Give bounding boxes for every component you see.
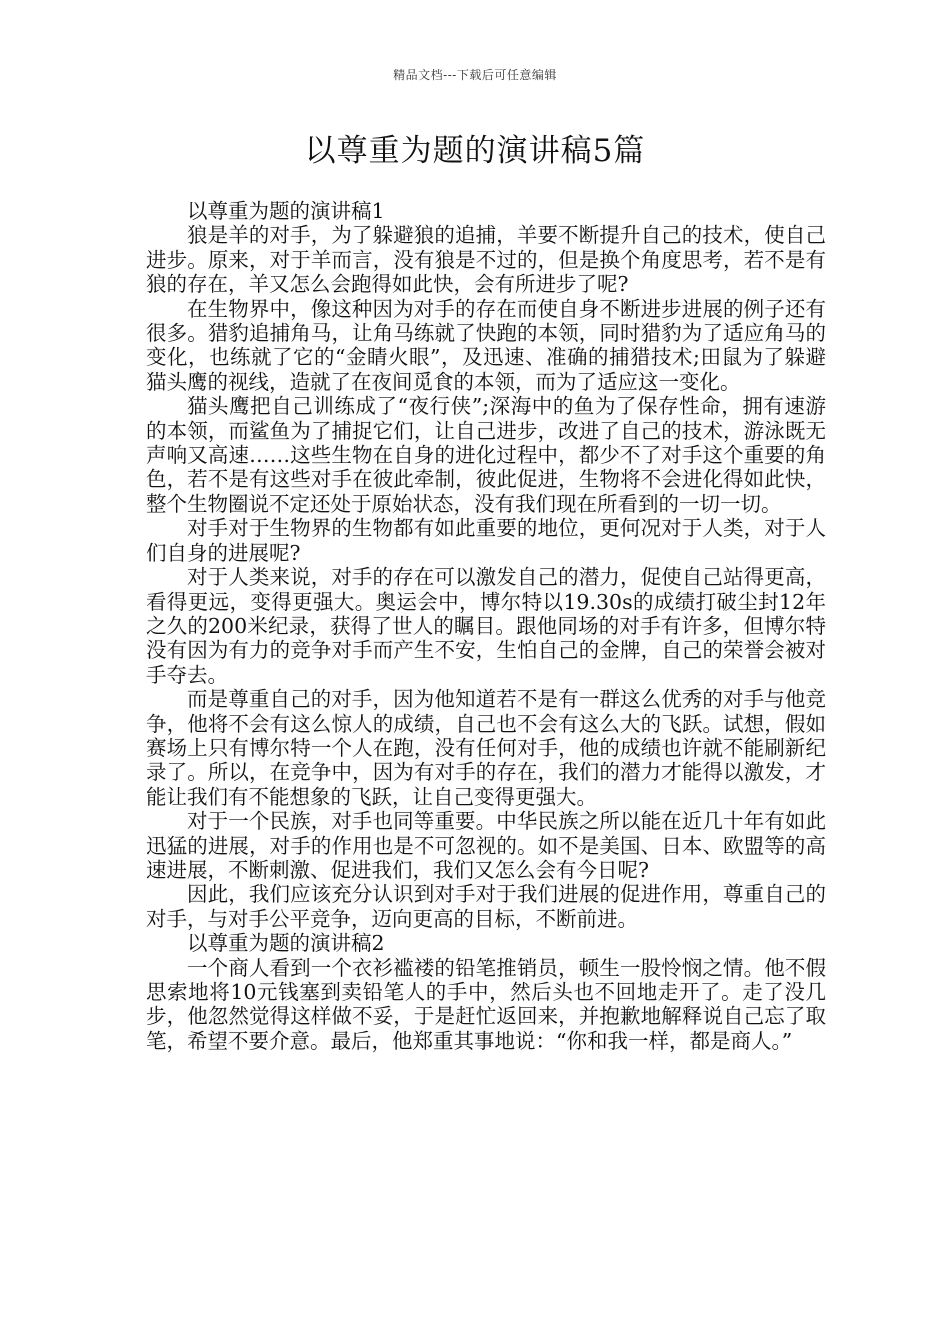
paragraph: 一个商人看到一个衣衫褴褛的铅笔推销员，顿生一股怜悯之情。他不假思索地将10元钱塞到卖铅笔人的手中，然后头也不回地走开了。走了没几步，他忽然觉得这样做不妥，于是赶忙返回来，并抱歉地解释说自己忘了取笔，希望不要介意。最后，他郑重其事地说：“你和我一样，都是商人。” (146, 955, 826, 1053)
paragraph: 对于一个民族，对手也同等重要。中华民族之所以能在近几十年有如此迅猛的进展，对手的作用也是不可忽视的。如不是美国、日本、欧盟等的高速进展，不断刺激、促进我们，我们又怎么会有今日呢? (146, 809, 826, 882)
page-header-watermark: 精品文档---下载后可任意编辑 (393, 68, 557, 82)
paragraph: 因此，我们应该充分认识到对手对于我们进展的促进作用，尊重自己的对手，与对手公平竞争，迈向更高的目标，不断前进。 (146, 882, 826, 931)
article-body (146, 199, 826, 1053)
section-heading: 以尊重为题的演讲稿1 (187, 199, 385, 223)
paragraph: 对手对于生物界的生物都有如此重要的地位，更何况对于人类，对于人们自身的进展呢? (146, 516, 826, 565)
paragraph: 猫头鹰把自己训练成了“夜行侠”;深海中的鱼为了保存性命，拥有速游的本领，而鲨鱼为了捕捉它们，让自己进步，改进了自己的技术，游泳既无声响又高速……这些生物在自身的进化过程中，都少不了对手这个重要的角色，若不是有这些对手在彼此牵制，彼此促进，生物将不会进化得如此快，整个生物圈说不定还处于原始状态，没有我们现在所看到的一切一切。 (146, 394, 826, 516)
paragraph: 狼是羊的对手，为了躲避狼的追捕，羊要不断提升自己的技术，使自己进步。原来，对于羊而言，没有狼是不过的，但是换个角度思考，若不是有狼的存在，羊又怎么会跑得如此快，会有所进步了呢? (146, 223, 826, 297)
paragraph: 对于人类来说，对手的存在可以激发自己的潜力，促使自己站得更高，看得更远，变得更强大。奥运会中，博尔特以19.30s的成绩打破尘封12年之久的200米纪录，获得了世人的瞩目。跟他同场的对手有许多，但博尔特没有因为有力的竞争对手而产生不安，生怕自己的金牌，自己的荣誉会被对手夺去。 (146, 565, 826, 687)
paragraph: 在生物界中，像这种因为对手的存在而使自身不断进步进展的例子还有很多。猎豹追捕角马，让角马练就了快跑的本领，同时猎豹为了适应角马的变化，也练就了它的“金睛火眼”，及迅速、准确的捕猎技术;田鼠为了躲避猫头鹰的视线，造就了在夜间觅食的本领，而为了适应这一变化。 (146, 296, 826, 394)
document-title: 以尊重为题的演讲稿5篇 (304, 133, 646, 169)
paragraph: 而是尊重自己的对手，因为他知道若不是有一群这么优秀的对手与他竞争，他将不会有这么惊人的成绩，自己也不会有这么大的飞跃。试想，假如赛场上只有博尔特一个人在跑，没有任何对手，他的成绩也许就不能刷新纪录了。所以，在竞争中，因为有对手的存在，我们的潜力才能得以激发，才能让我们有不能想象的飞跃，让自己变得更强大。 (146, 687, 826, 809)
section-heading: 以尊重为题的演讲稿2 (187, 931, 385, 956)
